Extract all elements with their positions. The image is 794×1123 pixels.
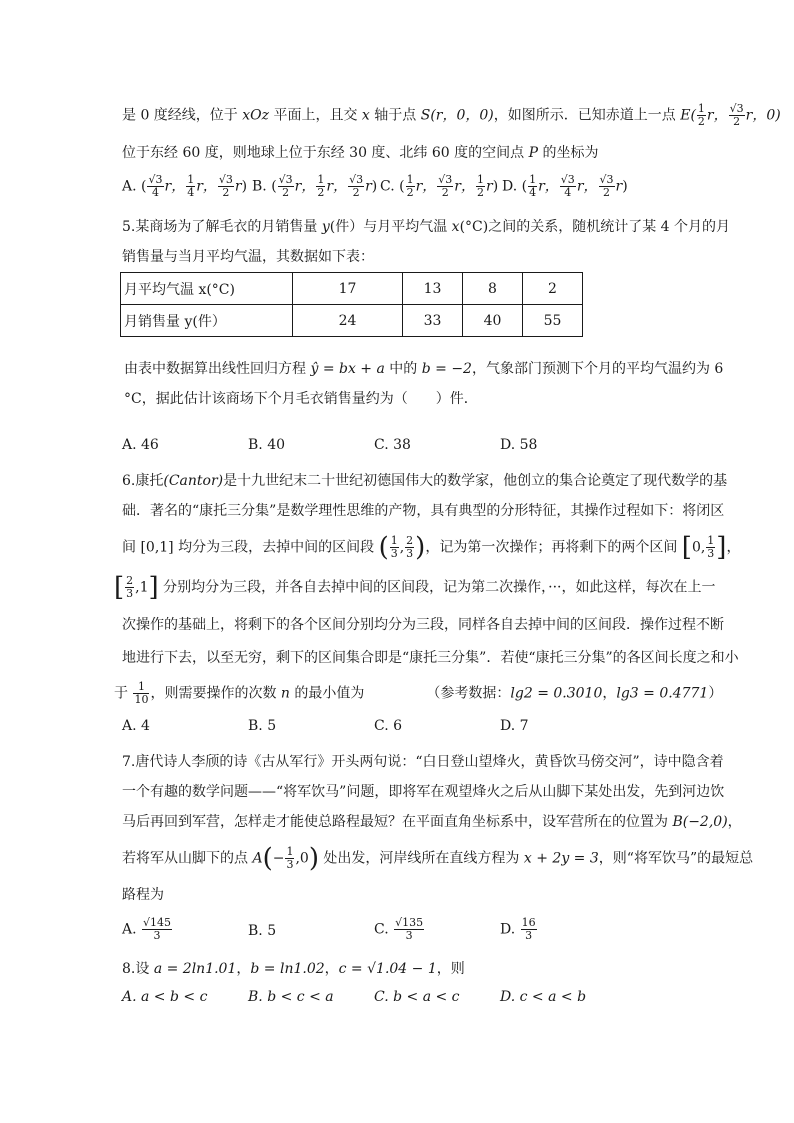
paren-open: (: [378, 532, 389, 563]
table-header-cell: 月平均气温 x(°C): [121, 273, 293, 305]
text: 处出发，河岸线所在直线方程为: [318, 850, 524, 867]
text: ，则: [436, 961, 465, 977]
text: 是十九世纪末二十世纪初德国伟大的数学家，他创立的集合论奠定了现代数学的基: [223, 473, 728, 489]
option-label: A. (: [122, 178, 147, 195]
math: c = √1.04 − 1: [338, 961, 437, 977]
math: n: [280, 685, 290, 702]
text: ，记为第一次操作；再将剩下的两个区间: [425, 539, 682, 556]
denominator: 4: [564, 186, 572, 199]
numerator: √3: [349, 173, 364, 186]
option-label: B.: [248, 923, 263, 939]
option-c: [374, 917, 425, 942]
option-c: [380, 174, 498, 199]
denominator: 2: [603, 186, 611, 199]
fraction: [476, 174, 485, 199]
math: r，: [576, 178, 598, 195]
text: 马后再回到军营，怎样走才能使总路程最短？在平面直角坐标系中，设军营所在的位置为: [122, 814, 673, 830]
numerator: 1: [406, 173, 414, 186]
math: x + 2y = 3: [523, 850, 599, 867]
option-d: D. c < a < b: [500, 989, 587, 1005]
math: r，: [415, 178, 437, 195]
fraction: [729, 103, 745, 128]
fraction: [278, 174, 294, 199]
table-cell: 8: [463, 273, 523, 305]
text: 是 0 度经线，位于: [122, 107, 243, 124]
numerator: 1: [707, 534, 715, 547]
numerator: 1: [286, 845, 294, 858]
option-b: B. 5: [248, 718, 277, 734]
q6-line-4: [114, 572, 716, 603]
q7-line-1: 7.唐代诗人李颀的诗《古从军行》开头两句说：“白日登山望烽火，黄昏饮马傍交河”，诗中隐含着: [122, 754, 724, 770]
option-c: C. 38: [374, 437, 411, 453]
math: ŷ = bx + a: [310, 361, 385, 377]
text: ，: [727, 814, 742, 830]
denominator: 3: [707, 547, 715, 560]
option-c: C. 6: [374, 718, 403, 734]
option-a: A. 46: [122, 437, 159, 453]
text: ，如图所示．已知赤道上一点: [493, 107, 681, 124]
text: (°C)之间的关系，随机统计了某 4 个月的月: [459, 219, 731, 235]
denominator: 3: [406, 547, 414, 560]
text: 分别均分为三段，并各自去掉中间的区间段，记为第二次操作，···，如此这样，每次在上一: [158, 579, 716, 596]
option-a: [122, 174, 247, 199]
q6-line-1: [122, 470, 727, 492]
numerator: √3: [438, 173, 453, 186]
q4-line-1: [122, 103, 781, 128]
numerator: 16: [521, 916, 536, 929]
denominator: 4: [151, 186, 159, 199]
denominator: 3: [525, 929, 533, 942]
numerator: 1: [529, 173, 537, 186]
table-cell: 13: [403, 273, 463, 305]
math: b = ln1.02: [250, 961, 325, 977]
denominator: 3: [126, 587, 134, 600]
q6-line-5: 次操作的基础上，将剩下的各个区间分别均分为三段，同样各自去掉中间的区间段．操作过程不断: [122, 617, 724, 633]
math: y: [321, 219, 330, 235]
fraction: [125, 575, 134, 600]
denominator: 3: [390, 547, 398, 560]
numerator: 2: [126, 574, 134, 587]
option-label: C. (: [380, 178, 405, 195]
fraction: [390, 535, 399, 560]
math: r: [615, 178, 623, 195]
q8-line-1: [122, 958, 465, 980]
q6-line-2: 础．著名的“康托三分集”是数学理性思维的产物，具有典型的分形特征，其操作过程如下：将闭区: [122, 503, 725, 519]
fraction: [394, 917, 424, 942]
option-label: C.: [374, 921, 389, 938]
fraction: [186, 174, 195, 199]
math: r，: [454, 178, 475, 195]
denominator: 2: [282, 186, 290, 199]
text: 由表中数据算出线性回归方程: [124, 361, 311, 377]
option-label: D. (: [502, 178, 528, 195]
q5-line-4: °C，据此估计该商场下个月毛衣销售量约为（ ）件．: [124, 391, 478, 407]
text: ）: [708, 685, 723, 702]
text: 均分为三段，去掉中间的区间段: [173, 539, 379, 556]
text: 8.设: [122, 961, 154, 977]
table-header-cell: 月销售量 y(件）: [121, 305, 293, 337]
denominator: 2: [733, 115, 741, 128]
fraction: [406, 174, 415, 199]
denominator: 2: [222, 186, 230, 199]
math: r: [365, 178, 372, 195]
table-row: [121, 305, 583, 337]
math: r，0): [745, 107, 781, 124]
numerator: √145: [143, 916, 172, 929]
fraction: [528, 174, 537, 199]
numerator: 1: [390, 534, 398, 547]
math: A: [252, 850, 263, 867]
q5-line-1: [122, 216, 730, 238]
fraction: [706, 535, 715, 560]
fraction: [133, 681, 149, 706]
option-b: [252, 174, 377, 199]
numerator: √3: [278, 173, 293, 186]
math: x: [361, 107, 370, 124]
math: 0,: [691, 539, 706, 556]
q4-line-2: [122, 142, 598, 164]
option-label: D.: [500, 921, 516, 938]
bracket-open: [: [114, 572, 125, 603]
fraction: [697, 103, 706, 128]
text: 若将军从山脚下的点: [122, 850, 253, 867]
table-row: [121, 273, 583, 305]
math: r，: [326, 178, 348, 195]
table-cell: 55: [523, 305, 583, 337]
q7-line-3: [122, 811, 742, 833]
text: 的坐标为: [538, 145, 599, 161]
denominator: 3: [153, 929, 161, 942]
denominator: 4: [529, 186, 537, 199]
math: (Cantor): [163, 473, 224, 489]
denominator: 2: [441, 186, 449, 199]
option-b: [248, 923, 276, 939]
text: 间: [122, 539, 141, 556]
text: 位于东经 60 度，则地球上位于东经 30 度、北纬 60 度的空间点: [122, 145, 529, 161]
option-value: 5: [267, 923, 277, 939]
text: (件）与月平均气温: [329, 219, 452, 235]
text: 于: [114, 685, 133, 702]
paren-close: ): [371, 178, 378, 195]
option-c: C. b < a < c: [374, 989, 460, 1005]
denominator: 2: [477, 186, 484, 199]
fraction: [218, 174, 234, 199]
math: −: [272, 850, 285, 867]
fraction: [405, 535, 414, 560]
bracket-close: ]: [148, 572, 159, 603]
math: P: [528, 145, 539, 161]
numerator: 1: [187, 173, 195, 186]
math: r，: [294, 178, 316, 195]
numerator: √3: [148, 173, 163, 186]
option-d: [500, 917, 538, 942]
paren-close: ): [622, 178, 628, 195]
fraction: [316, 174, 325, 199]
math: x: [451, 219, 460, 235]
text: ，则“将军饮马”的最短总: [598, 850, 754, 867]
text: ，: [324, 961, 339, 977]
numerator: 2: [406, 534, 414, 547]
math: S(r，0，0): [420, 107, 494, 124]
q7-line-2: 一个有趣的数学问题——“将军饮马”问题，即将军在观望烽火之后从山脚下某处出发，先到河边饮: [122, 784, 725, 800]
denominator: 2: [406, 186, 414, 199]
fraction: [348, 174, 364, 199]
option-d: D. 7: [500, 718, 529, 734]
math: ,1: [135, 579, 149, 596]
text: ，则需要操作的次数: [150, 685, 281, 702]
paren-close: ): [492, 178, 499, 195]
q6-line-3: 间 [0,1] 均分为三段，去掉中间的区间段 ( $\frac{1}{3}$ , $\frac{2}{3}$ )，记为第一次操作；再将剩下的两个区间 [0, $\frac{1}{3}$ ]，: [122, 532, 741, 563]
math: E(: [680, 107, 696, 124]
bracket-open: [: [681, 532, 692, 563]
denominator: 2: [317, 186, 325, 199]
text: （参考数据：: [426, 685, 511, 702]
denominator: 3: [286, 858, 294, 871]
data-table: [120, 272, 583, 337]
numerator: 1: [697, 102, 705, 115]
text: ，: [236, 961, 251, 977]
q5-line-3: [124, 358, 723, 380]
option-a: A. 4: [122, 718, 150, 734]
option-b: B. b < c < a: [248, 989, 334, 1005]
fraction: [437, 174, 453, 199]
math: [0,1]: [140, 539, 174, 556]
math: ,0: [295, 850, 309, 867]
paren-close: ): [241, 178, 248, 195]
text: ，: [602, 685, 617, 702]
numerator: √3: [218, 173, 233, 186]
q7-line-4: [122, 843, 754, 874]
option-a: [122, 917, 173, 942]
numerator: 1: [133, 681, 149, 694]
option-label: A.: [122, 921, 137, 938]
text: 中的: [384, 361, 422, 377]
table-cell: 33: [403, 305, 463, 337]
denominator: 10: [134, 693, 149, 706]
q5-line-2: 销售量与当月平均气温，其数据如下表：: [122, 249, 374, 265]
math: r，: [706, 107, 728, 124]
table-cell: 17: [293, 273, 403, 305]
fraction: [599, 174, 615, 199]
math: xOz: [242, 107, 270, 124]
denominator: 4: [187, 186, 195, 199]
paren-open: (: [262, 843, 273, 874]
math: r: [234, 178, 242, 195]
math: b = −2: [421, 361, 472, 377]
text: 6.康托: [122, 473, 164, 489]
numerator: √3: [729, 102, 744, 115]
denominator: 2: [352, 186, 360, 199]
math: r，: [196, 178, 217, 195]
numerator: 1: [477, 173, 484, 186]
q6-line-7: [114, 681, 722, 706]
option-label: B. (: [252, 178, 277, 195]
bracket-close: ]: [716, 532, 727, 563]
math: a = 2ln1.01: [153, 961, 237, 977]
option-d: D. 58: [500, 437, 538, 453]
text: 轴于点: [369, 107, 421, 124]
paren-close: ): [308, 843, 319, 874]
option-d: [502, 174, 628, 199]
numerator: 1: [317, 173, 325, 186]
q6-line-6: 地进行下去，以至无穷，剩下的区间集合即是“康托三分集”．若使“康托三分集”的各区间长度之和小: [122, 650, 739, 666]
numerator: √3: [560, 173, 575, 186]
math: B(−2,0): [672, 814, 728, 830]
text: 的最小值为: [289, 685, 365, 702]
fraction: [521, 917, 537, 942]
math: r: [486, 178, 493, 195]
fraction: [560, 174, 576, 199]
q7-line-5: 路程为: [122, 887, 164, 903]
table-cell: 40: [463, 305, 523, 337]
text: 5.某商场为了解毛衣的月销售量: [122, 219, 322, 235]
option-a: A. a < b < c: [122, 989, 208, 1005]
math: lg2 = 0.3010: [510, 685, 603, 702]
denominator: 3: [405, 929, 413, 942]
fraction: [147, 174, 163, 199]
text: ，: [726, 539, 741, 556]
fraction: [142, 917, 172, 942]
table-cell: 24: [293, 305, 403, 337]
math: r，: [538, 178, 559, 195]
option-b: B. 40: [248, 437, 286, 453]
paren-close: ): [415, 532, 426, 563]
text: 平面上，且交: [269, 107, 362, 124]
text: ，气象部门预测下个月的平均气温约为 6: [471, 361, 724, 377]
numerator: √135: [395, 916, 424, 929]
math: r，: [164, 178, 186, 195]
numerator: √3: [599, 173, 614, 186]
denominator: 2: [697, 115, 705, 128]
fraction: [285, 846, 294, 871]
table-cell: 2: [523, 273, 583, 305]
math: lg3 = 0.4771: [616, 685, 709, 702]
